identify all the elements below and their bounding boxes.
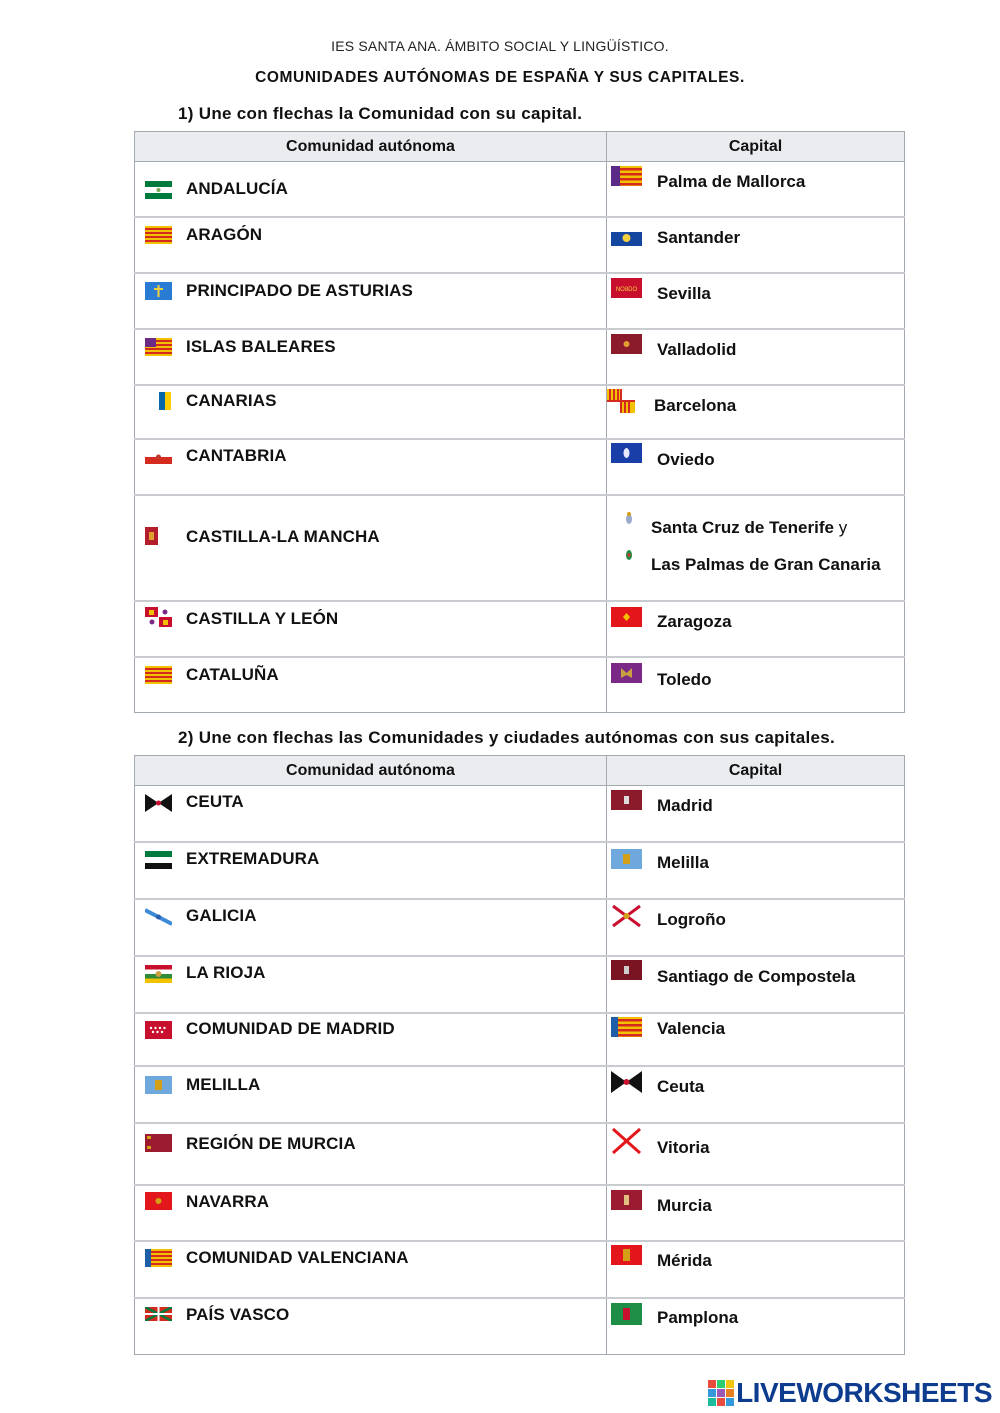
flag-cataluna-icon [145, 666, 172, 684]
flag-pais-vasco-icon [145, 1307, 172, 1321]
capital-label-las-palmas[interactable]: Las Palmas de Gran Canaria [651, 555, 881, 574]
capital-label[interactable]: Logroño [657, 910, 726, 929]
column-header-capital: Capital [607, 132, 905, 162]
flag-santander-icon [611, 228, 642, 248]
flag-las-palmas-icon [621, 544, 637, 566]
table-row [135, 956, 905, 1013]
flag-aragon-icon [145, 226, 172, 244]
flag-galicia-icon [145, 908, 172, 926]
flag-ceuta-icon [145, 794, 172, 812]
flag-baleares-icon [145, 338, 172, 356]
flag-ceuta-city-icon [611, 1071, 642, 1093]
capital-label[interactable]: Zaragoza [657, 612, 732, 631]
table-row [135, 1298, 905, 1355]
table-row [135, 217, 905, 273]
community-label[interactable]: EXTREMADURA [186, 849, 320, 868]
table-row [135, 1241, 905, 1298]
community-label[interactable]: REGIÓN DE MURCIA [186, 1134, 356, 1153]
community-label[interactable]: LA RIOJA [186, 963, 266, 982]
capital-label[interactable]: Madrid [657, 796, 713, 815]
community-label[interactable]: PRINCIPADO DE ASTURIAS [186, 281, 413, 300]
capital-label[interactable]: Melilla [657, 853, 709, 872]
conjunction-y: y [838, 518, 848, 537]
flag-santiago-icon [611, 960, 642, 980]
capital-label[interactable]: Oviedo [657, 450, 715, 469]
capital-label[interactable]: Valladolid [657, 340, 737, 359]
table-row [135, 657, 905, 713]
community-label[interactable]: CASTILLA-LA MANCHA [186, 527, 380, 546]
flag-madrid-city-icon [611, 790, 642, 810]
table-row [135, 601, 905, 657]
capital-label[interactable]: Santander [657, 228, 741, 247]
table-row [135, 1185, 905, 1241]
page-title: COMUNIDADES AUTÓNOMAS DE ESPAÑA Y SUS CAPITALES. [255, 69, 745, 86]
table-row [135, 1013, 905, 1066]
community-label[interactable]: PAÍS VASCO [186, 1305, 290, 1324]
flag-comunidad-madrid-icon [145, 1021, 172, 1039]
capital-label[interactable]: Valencia [657, 1019, 726, 1038]
community-label[interactable]: NAVARRA [186, 1192, 270, 1211]
table-row [135, 899, 905, 956]
communities-table-2 [134, 755, 905, 1355]
table-row [135, 273, 905, 329]
svg-text:NO8DO: NO8DO [615, 287, 638, 293]
capital-label[interactable]: Santiago de Compostela [657, 967, 856, 986]
community-label[interactable]: CEUTA [186, 792, 244, 811]
table-row [135, 162, 905, 218]
table-row [135, 495, 905, 601]
flag-castilla-la-mancha-icon [145, 527, 172, 545]
flag-extremadura-icon [145, 851, 172, 869]
capital-label[interactable]: Murcia [657, 1196, 712, 1215]
flag-murcia-icon [145, 1134, 172, 1152]
capital-label[interactable]: Ceuta [657, 1077, 705, 1096]
community-label[interactable]: ISLAS BALEARES [186, 337, 336, 356]
capital-label[interactable]: Palma de Mallorca [657, 172, 806, 191]
flag-merida-icon [611, 1245, 642, 1265]
capital-label[interactable]: Mérida [657, 1251, 712, 1270]
instruction-1: 1) Une con flechas la Comunidad con su capital. [178, 104, 583, 123]
flag-pamplona-icon [611, 1303, 642, 1325]
brand-text: LIVEWORKSHEETS [736, 1377, 992, 1408]
table-row [135, 1066, 905, 1123]
community-label[interactable]: MELILLA [186, 1075, 261, 1094]
flag-castilla-y-leon-icon [145, 607, 172, 627]
community-label[interactable]: CANTABRIA [186, 446, 287, 465]
capital-label[interactable]: Pamplona [657, 1308, 739, 1327]
instruction-2: 2) Une con flechas las Comunidades y ciudades autónomas con sus capitales. [178, 728, 836, 747]
community-label[interactable]: COMUNIDAD VALENCIANA [186, 1248, 409, 1267]
flag-navarra-icon [145, 1192, 172, 1210]
flag-valencia-icon [611, 1017, 642, 1037]
flag-sevilla-icon [611, 278, 642, 298]
capital-label[interactable]: Sevilla [657, 284, 711, 303]
flag-la-rioja-icon [145, 965, 172, 983]
table-row [135, 439, 905, 495]
column-header-community: Comunidad autónoma [135, 756, 607, 786]
school-header: IES SANTA ANA. ÁMBITO SOCIAL Y LINGÜÍSTICO. [331, 38, 669, 54]
table-row [135, 786, 905, 843]
flag-andalucia-icon [145, 181, 172, 199]
table-row [135, 329, 905, 385]
capital-label[interactable]: Toledo [657, 670, 712, 689]
community-label[interactable]: ARAGÓN [186, 225, 263, 244]
community-label[interactable]: ANDALUCÍA [186, 179, 288, 198]
table-row [135, 842, 905, 899]
flag-canarias-icon [153, 392, 171, 410]
community-label[interactable]: COMUNIDAD DE MADRID [186, 1019, 395, 1038]
community-label[interactable]: CANARIAS [186, 391, 277, 410]
community-label[interactable]: CASTILLA Y LEÓN [186, 609, 339, 628]
flag-murcia-city-icon [611, 1190, 642, 1210]
capital-label[interactable]: Vitoria [657, 1138, 710, 1157]
flag-comunidad-valenciana-icon [145, 1249, 172, 1267]
flag-melilla-icon [611, 849, 642, 869]
flag-vitoria-icon [611, 1127, 642, 1155]
community-label[interactable]: GALICIA [186, 906, 257, 925]
flag-cantabria-icon [145, 450, 172, 464]
liveworksheets-logo [708, 1377, 992, 1409]
flag-palma-icon [611, 166, 642, 186]
flag-melilla-community-icon [145, 1076, 172, 1094]
liveworksheets-logo-icon [708, 1380, 734, 1406]
flag-zaragoza-icon [611, 607, 642, 627]
community-label[interactable]: CATALUÑA [186, 665, 279, 684]
flag-toledo-icon [611, 663, 642, 683]
flag-valladolid-icon [611, 334, 642, 354]
flag-barcelona-icon [607, 389, 635, 413]
flag-logrono-icon [611, 904, 642, 928]
column-header-capital: Capital [607, 756, 905, 786]
flag-oviedo-icon [611, 443, 642, 463]
table-row [135, 1123, 905, 1185]
capital-label[interactable]: Barcelona [654, 396, 737, 415]
flag-santa-cruz-icon [621, 508, 637, 530]
table-row [135, 385, 905, 439]
column-header-community: Comunidad autónoma [135, 132, 607, 162]
capital-label[interactable]: Santa Cruz de Tenerife y [651, 518, 848, 537]
communities-table-1 [134, 131, 905, 713]
flag-asturias-icon [145, 282, 172, 300]
